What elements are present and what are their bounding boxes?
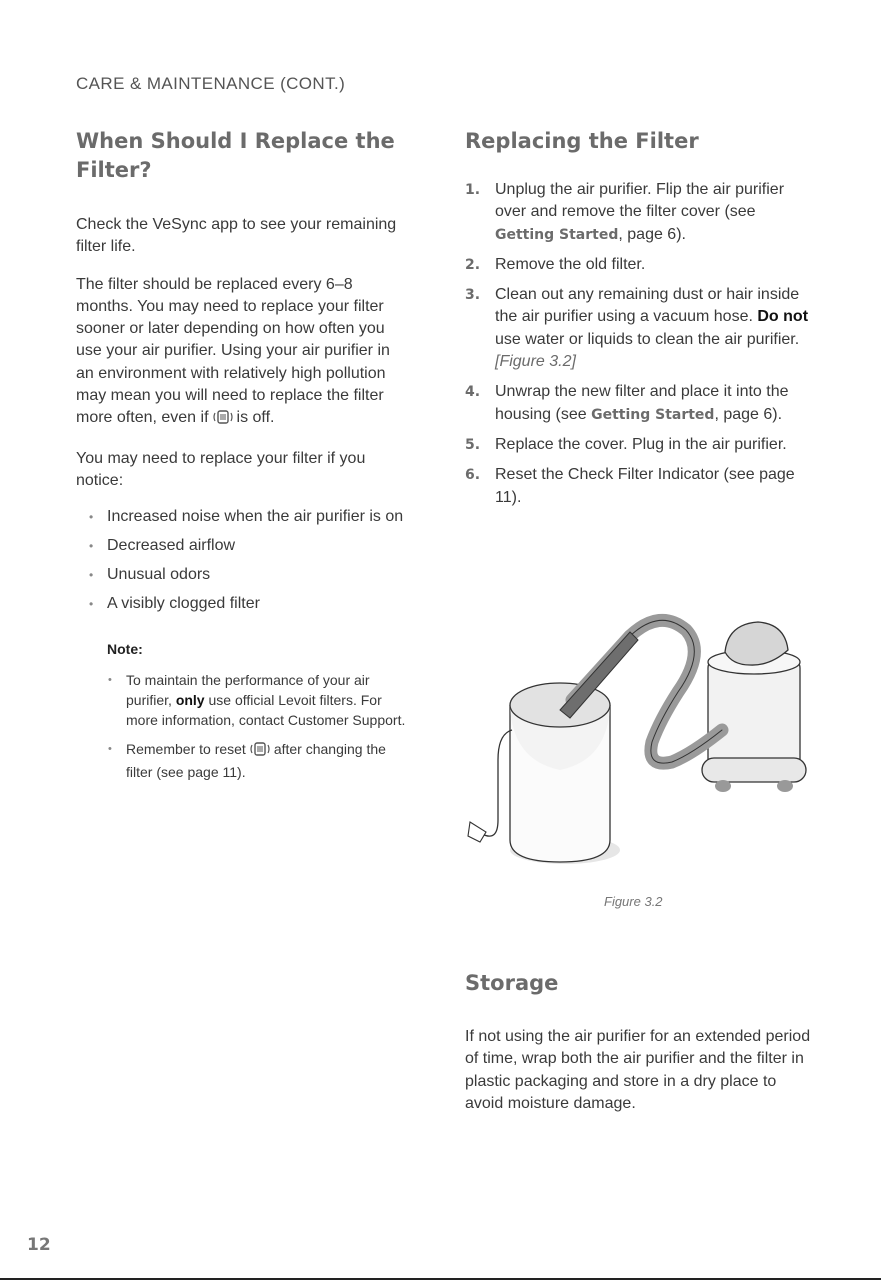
storage-paragraph: If not using the air purifier for an extended period of time, wrap both the air purifier and the filter in plastic packaging and store in a dry place to avoid moisture damage.	[465, 1028, 811, 1112]
page-number: 12	[27, 1235, 51, 1255]
note-item: • Remember to reset after changing the filter (see page 11).	[108, 740, 386, 780]
list-item: • Increased noise when the air purifier is on	[89, 508, 404, 526]
figure-reference: [Figure 3.2]	[495, 353, 576, 371]
step-item: 4. Unwrap the new filter and place it into the housing (see Getting Started, page 6).	[465, 383, 789, 423]
replace-when-title: When Should I Replace the Filter?	[76, 129, 395, 182]
check-filter-indicator-icon	[249, 741, 271, 762]
storage-section	[465, 969, 815, 1115]
bottom-rule	[0, 1278, 881, 1280]
check-filter-indicator-icon	[212, 409, 234, 432]
vacuum-cleaning-illustration	[460, 610, 810, 875]
step-item: 6. Reset the Check Filter Indicator (see page 11).	[465, 466, 795, 506]
warning-emphasis: Do not	[757, 308, 809, 326]
note-emphasis: only	[175, 691, 205, 708]
cross-reference-link: Getting Started	[591, 406, 715, 423]
replacing-filter-section	[465, 127, 815, 517]
note-item: • To maintain the performance of your air purifier, only use official Levoit filters. For more information, contact Customer Support.	[108, 671, 406, 728]
replacement-signs-list	[88, 506, 411, 615]
replacement-interval-text-end: is off.	[236, 409, 275, 427]
filter-life-paragraph: Check the VeSync app to see your remaining filter life.	[76, 216, 397, 256]
step-item: 1. Unplug the air purifier. Flip the air purifier over and remove the filter cover (see Getting Started, page 6).	[465, 181, 785, 243]
list-item: • A visibly clogged filter	[89, 594, 260, 612]
replace-when-section	[76, 127, 411, 791]
list-item: • Unusual odors	[89, 565, 211, 583]
step-item: 3. Clean out any remaining dust or hair inside the air purifier using a vacuum hose. Do not use water or liquids to clean the air purifier. [Figure 3.2]	[465, 286, 809, 371]
replacing-filter-title: Replacing the Filter	[465, 129, 699, 153]
step-item: 5. Replace the cover. Plug in the air purifier.	[465, 435, 787, 453]
note-heading: Note:	[107, 640, 143, 657]
note-list	[107, 670, 411, 782]
note-box	[107, 641, 411, 782]
replacement-interval-text: The filter should be replaced every 6–8 months. You may need to replace your filter sooner or later depending on how often you use your air purifier. Using your air purifier in an environment with relatively high pollution may mean you will need to replace the filter more often, even if	[76, 275, 390, 427]
list-item: • Decreased airflow	[89, 537, 236, 555]
section-label: CARE & MAINTENANCE (CONT.)	[76, 74, 346, 93]
cross-reference-link: Getting Started	[495, 226, 619, 243]
figure-caption: Figure 3.2	[604, 894, 663, 909]
notice-intro-paragraph: You may need to replace your filter if you notice:	[76, 449, 366, 489]
replacement-interval-paragraph	[76, 274, 411, 433]
storage-title: Storage	[465, 971, 559, 995]
replacement-steps-list	[465, 179, 815, 509]
step-item: 2. Remove the old filter.	[465, 255, 646, 273]
